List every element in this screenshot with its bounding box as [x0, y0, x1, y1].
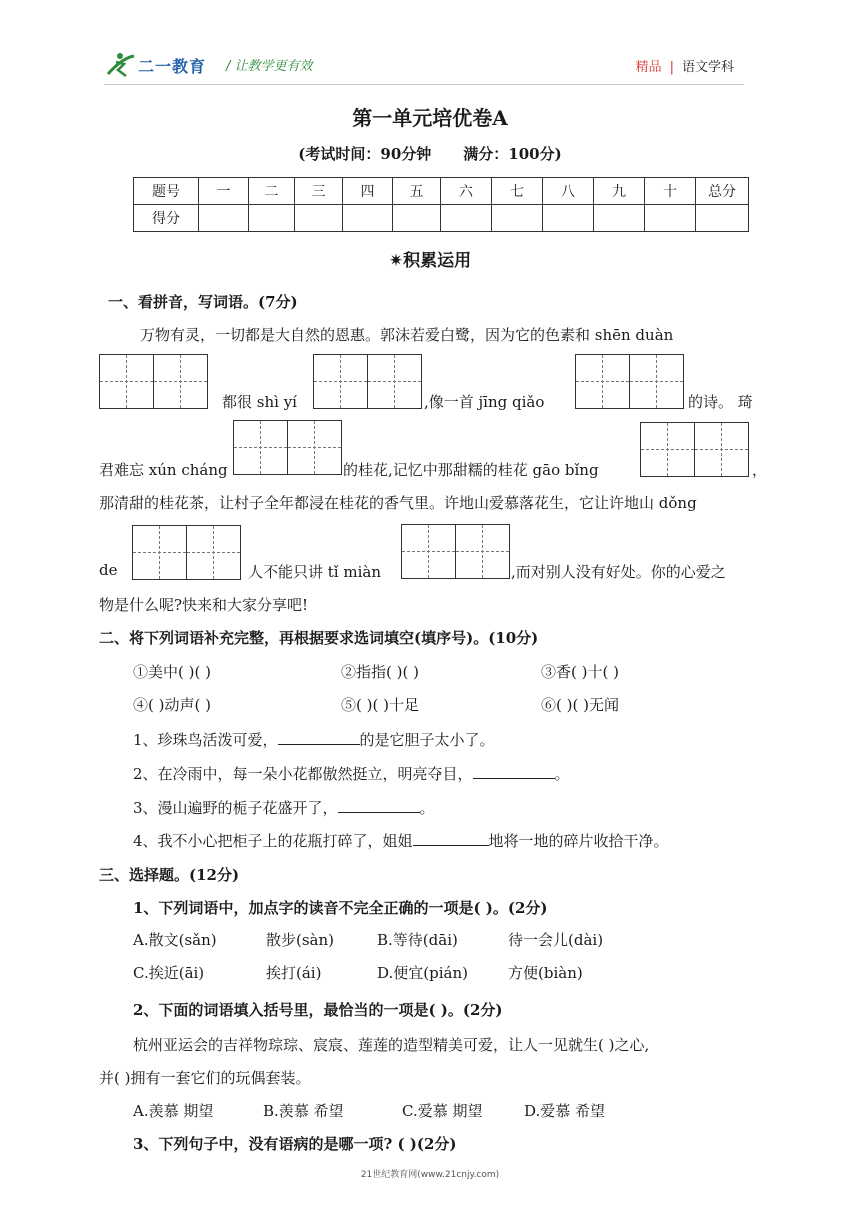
- pinyin-answer-box[interactable]: [132, 525, 241, 580]
- score-table-row: [134, 205, 749, 232]
- page-header: [104, 48, 734, 82]
- score-cell[interactable]: [199, 205, 249, 232]
- q3-option: 挨打(ái): [266, 964, 322, 982]
- score-table-row: [134, 178, 749, 205]
- q1-line: 人不能只讲 tǐ miàn: [248, 563, 381, 581]
- pinyin-answer-box[interactable]: [640, 422, 749, 477]
- score-cell[interactable]: [645, 205, 696, 232]
- score-table: [133, 177, 749, 232]
- q2-item: ⑥( )( )无闻: [541, 696, 619, 714]
- q3-option[interactable]: A.散文(sǎn): [133, 931, 217, 949]
- score-cell[interactable]: [594, 205, 645, 232]
- score-cell: 九: [594, 178, 645, 205]
- q2-sentence: 4、我不小心把柜子上的花瓶打碎了，姐姐 地将一地的碎片收拾干净。: [133, 832, 669, 850]
- score-cell: 得分: [134, 205, 199, 232]
- score-cell[interactable]: [295, 205, 343, 232]
- score-cell[interactable]: [543, 205, 594, 232]
- q3-option: 待一会儿(dài): [508, 931, 604, 949]
- q3-question: 2、下面的词语填入括号里，最恰当的一项是( )。(2分): [133, 1001, 503, 1019]
- q1-line: ,像一首 jīng qiǎo: [424, 393, 545, 411]
- q3-option[interactable]: A.羡慕 期望: [133, 1102, 214, 1120]
- score-cell[interactable]: [441, 205, 492, 232]
- pinyin-answer-box[interactable]: [575, 354, 684, 409]
- q3-option: 方便(biàn): [508, 964, 583, 982]
- q3-passage: 杭州亚运会的吉祥物琮琮、宸宸、莲莲的造型精美可爱，让人一见就生( )之心,: [133, 1036, 650, 1054]
- q1-line: de: [99, 561, 118, 579]
- score-cell: 六: [441, 178, 492, 205]
- score-cell: 七: [492, 178, 543, 205]
- q1-line: 那清甜的桂花茶，让村子全年都浸在桂花的香气里。许地山爱慕落花生，它让许地山 dǒng: [99, 494, 697, 512]
- q3-heading: 三、选择题。(12分): [99, 866, 240, 884]
- q1-line: 都很 shì yí: [222, 393, 297, 411]
- q2-sentence: 2、在冷雨中，每一朵小花都傲然挺立，明亮夺目， 。: [133, 765, 570, 783]
- q2-item: ②指指( )( ): [341, 663, 419, 681]
- tag-quality: 精品: [635, 60, 662, 75]
- score-cell: 四: [343, 178, 393, 205]
- score-cell: 八: [543, 178, 594, 205]
- fill-blank[interactable]: [473, 764, 555, 779]
- q1-line: 物是什么呢?快来和大家分享吧!: [99, 596, 309, 614]
- q3-option[interactable]: B.羡慕 希望: [263, 1102, 344, 1120]
- exam-subtitle: [0, 143, 860, 164]
- q1-heading: 一、看拼音，写词语。(7分): [108, 293, 298, 311]
- score-cell[interactable]: [393, 205, 441, 232]
- q3-option[interactable]: C.爱慕 期望: [402, 1102, 483, 1120]
- q2-sentence: 3、漫山遍野的栀子花盛开了， 。: [133, 799, 435, 817]
- header-slogan: / 让教学更有效: [226, 59, 313, 74]
- exam-title: 第一单元培优卷A: [352, 106, 508, 130]
- logo-text: 二一教育: [138, 57, 207, 76]
- section-heading: ✷积累运用: [388, 251, 472, 271]
- q1-line: ，: [752, 461, 768, 479]
- q3-option[interactable]: D.爱慕 希望: [524, 1102, 606, 1120]
- score-cell[interactable]: [696, 205, 749, 232]
- score-cell: 三: [295, 178, 343, 205]
- q1-line: 万物有灵，一切都是大自然的恩惠。郭沫若爱白鹭，因为它的色素和 shēn duàn: [140, 326, 674, 344]
- score-cell: 总分: [696, 178, 749, 205]
- q1-line: 的桂花,记忆中那甜糯的桂花 gāo bǐng: [343, 461, 599, 479]
- q3-question: 3、下列句子中，没有语病的是哪一项? ( )(2分): [133, 1135, 457, 1153]
- q2-item: ⑤( )( )十足: [341, 696, 419, 714]
- q2-item: ④( )动声( ): [133, 696, 211, 714]
- q2-sentence: 1、珍珠鸟活泼可爱， 的是它胆子太小了。: [133, 731, 495, 749]
- q3-question: 1、下列词语中，加点字的读音不完全正确的一项是( )。(2分): [133, 899, 548, 917]
- score-cell: 二: [249, 178, 295, 205]
- q3-option[interactable]: B.等待(dāi): [377, 931, 458, 949]
- page-footer: 21世纪教育网(www.21cnjy.com): [360, 1170, 500, 1180]
- exam-full-score: 满分：100分): [463, 145, 562, 163]
- q3-option[interactable]: C.挨近(āi): [133, 964, 205, 982]
- fill-blank[interactable]: [338, 798, 420, 813]
- pinyin-answer-box[interactable]: [233, 420, 342, 475]
- q3-passage: 并( )拥有一套它们的玩偶套装。: [99, 1069, 311, 1087]
- pinyin-answer-box[interactable]: [313, 354, 422, 409]
- q1-line: 君难忘 xún cháng: [99, 461, 228, 479]
- q2-item: ③香( )十( ): [541, 663, 619, 681]
- q2-item: ①美中( )( ): [133, 663, 211, 681]
- q3-option[interactable]: D.便宜(pián): [377, 964, 468, 982]
- score-cell[interactable]: [492, 205, 543, 232]
- score-cell: 五: [393, 178, 441, 205]
- score-cell: 一: [199, 178, 249, 205]
- q1-line: ,而对别人没有好处。你的心爱之: [511, 563, 726, 581]
- tag-subject: 语文学科: [681, 60, 734, 75]
- score-cell: 十: [645, 178, 696, 205]
- q3-option: 散步(sàn): [266, 931, 335, 949]
- pinyin-answer-box[interactable]: [99, 354, 208, 409]
- header-divider: [104, 84, 744, 85]
- score-cell: 题号: [134, 178, 199, 205]
- header-tags: 精品 | 语文学科: [635, 60, 734, 75]
- score-cell[interactable]: [249, 205, 295, 232]
- q1-line: 的诗。 琦: [688, 393, 753, 411]
- exam-time: (考试时间：90分钟: [298, 145, 432, 163]
- q2-heading: 二、将下列词语补充完整，再根据要求选词填空(填序号)。(10分): [99, 629, 539, 647]
- pinyin-answer-box[interactable]: [401, 524, 510, 579]
- fill-blank[interactable]: [278, 730, 360, 745]
- fill-blank[interactable]: [413, 831, 489, 846]
- score-cell[interactable]: [343, 205, 393, 232]
